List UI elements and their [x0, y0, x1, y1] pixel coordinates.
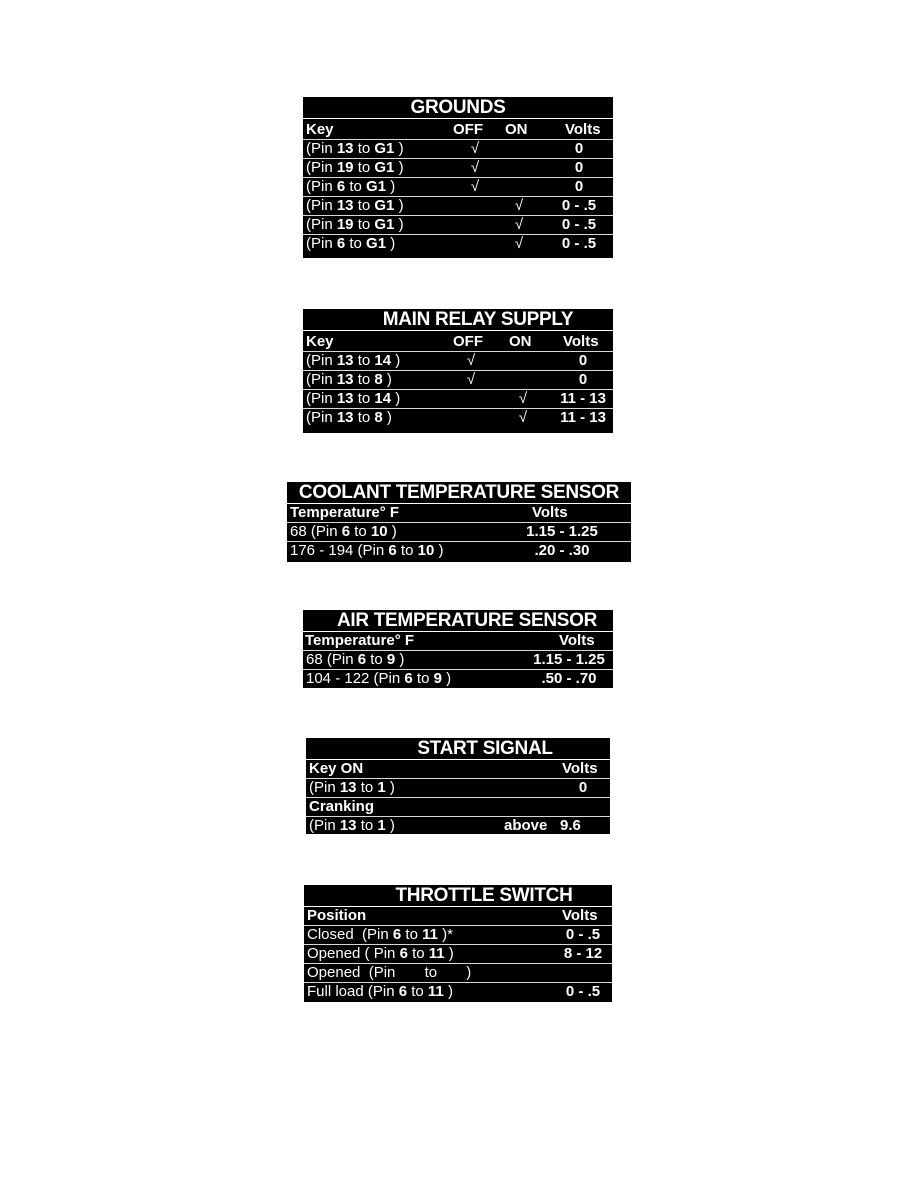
pin-to: to — [353, 197, 375, 214]
key-on-header: Key ON — [309, 760, 364, 777]
pin-to: to — [401, 926, 423, 943]
off-header: OFF — [453, 333, 483, 350]
pin-close: ) — [434, 542, 444, 559]
air-temp-sensor-title: AIR TEMPERATURE SENSOR — [303, 610, 613, 632]
pin-from: 13 — [336, 371, 354, 388]
table-row — [287, 541, 631, 560]
pin-from: 13 — [336, 140, 354, 157]
volts-value: 0 — [578, 779, 588, 796]
table-row — [303, 139, 613, 159]
temperature-value: 68 — [306, 651, 323, 668]
temperature-value: 104 - 122 — [306, 670, 370, 687]
pin-to: to — [407, 945, 429, 962]
table-row — [303, 196, 613, 216]
pin-dest: G1 — [374, 197, 395, 214]
pin-dest: 9 — [386, 651, 396, 668]
temperature-header: Temperature° F — [305, 632, 415, 649]
position-value: Full load — [307, 983, 364, 1000]
volts-header: Volts — [562, 760, 598, 777]
table-row — [287, 522, 631, 542]
on-check: √ — [514, 197, 524, 214]
table-row — [303, 158, 613, 178]
pin-label — [306, 139, 404, 158]
throttle-switch-table — [304, 885, 612, 1002]
volts-value: 1.15 - 1.25 — [533, 651, 605, 668]
pin-prefix: (Pin — [360, 964, 400, 981]
on-header: ON — [509, 333, 532, 350]
off-check: √ — [470, 140, 480, 157]
pin-from: 6 — [392, 926, 402, 943]
table-row — [303, 650, 613, 670]
pin-label — [306, 408, 392, 427]
table-row — [304, 982, 612, 1001]
pin-dest: 11 — [428, 945, 445, 962]
volts-header: Volts — [565, 121, 601, 138]
pin-close: ) — [391, 352, 401, 369]
on-check: √ — [518, 390, 528, 407]
pin-prefix: (Pin — [306, 390, 337, 407]
pin-prefix: (Pin — [306, 216, 337, 233]
pin-dest: 8 — [374, 409, 383, 426]
volts-value: 0 - .5 — [565, 983, 601, 1000]
pin-from: 13 — [336, 197, 354, 214]
pin-prefix: (Pin — [306, 523, 342, 540]
table-row — [303, 408, 613, 427]
position-value: Opened — [307, 945, 361, 962]
table-row — [303, 370, 613, 390]
pin-prefix: (Pin — [322, 651, 358, 668]
cranking-label: Cranking — [309, 798, 375, 815]
pin-close: ) — [443, 983, 453, 1000]
pin-close: ) — [382, 371, 392, 388]
pin-prefix: (Pin — [306, 159, 337, 176]
volts-value: 0 - .5 — [565, 926, 601, 943]
table-row — [303, 351, 613, 371]
pin-close: ) — [391, 390, 401, 407]
pin-label — [306, 370, 392, 389]
start-signal-title: START SIGNAL — [306, 738, 610, 760]
pin-prefix: (Pin — [369, 670, 405, 687]
start-row-cranking — [306, 816, 610, 835]
start-cranking-label-row — [306, 797, 610, 817]
pin-close: ) — [444, 945, 454, 962]
table-row — [304, 944, 612, 964]
grounds-title: GROUNDS — [303, 97, 613, 119]
pin-to: to — [345, 178, 367, 195]
pin-dest: 14 — [374, 390, 392, 407]
pin-dest: G1 — [374, 159, 395, 176]
throttle-header-row — [304, 906, 612, 926]
pin-to: to — [353, 159, 375, 176]
pin-prefix: (Pin — [306, 409, 337, 426]
volts-value: 8 - 12 — [563, 945, 603, 962]
position-header: Position — [307, 907, 367, 924]
pin-dest: 11 — [427, 983, 444, 1000]
pin-close: ) — [394, 159, 404, 176]
coolant-sensor-title: COOLANT TEMPERATURE SENSOR — [287, 482, 631, 504]
pin-to: to — [350, 523, 371, 540]
pin-dest: G1 — [374, 216, 395, 233]
pin-dest: 8 — [374, 371, 383, 388]
main-relay-header-row — [303, 332, 613, 352]
coolant-header-row — [287, 503, 631, 523]
pin-close: ) — [394, 216, 404, 233]
pin-dest: 14 — [374, 352, 392, 369]
air-temp-header-row — [303, 631, 613, 651]
volts-value: 0 - .5 — [561, 216, 597, 233]
pin-close: ) — [395, 651, 405, 668]
pin-prefix: (Pin — [306, 197, 337, 214]
position-value: Opened — [307, 964, 361, 981]
table-row — [304, 925, 612, 945]
on-header: ON — [505, 121, 528, 138]
pin-from: 13 — [336, 409, 354, 426]
pin-label — [306, 669, 451, 688]
table-row — [303, 389, 613, 409]
volts-header: Volts — [532, 504, 568, 521]
off-check: √ — [466, 371, 476, 388]
start-signal-table — [306, 738, 610, 834]
off-check: √ — [470, 159, 480, 176]
temperature-value: 176 - 194 — [290, 542, 354, 559]
pin-from: 19 — [336, 216, 354, 233]
off-check: √ — [470, 178, 480, 195]
pin-label — [306, 234, 395, 253]
volts-value: 11 - 13 — [560, 390, 606, 407]
volts-value: 0 — [574, 140, 584, 157]
pin-close: ) — [394, 197, 404, 214]
pin-from: 6 — [336, 235, 346, 252]
pin-label: (Pin 13 to 1 ) — [309, 817, 395, 834]
pin-prefix: (Pin — [306, 371, 337, 388]
pin-from: 6 — [336, 178, 346, 195]
pin-dest: G1 — [374, 140, 395, 157]
pin-dest: 10 — [370, 523, 388, 540]
volts-header: Volts — [559, 632, 595, 649]
pin-from: 13 — [336, 390, 354, 407]
key-header: Key — [306, 121, 334, 138]
on-check: √ — [514, 216, 524, 233]
table-row — [303, 215, 613, 235]
pin-from: 6 — [357, 651, 367, 668]
pin-label — [306, 196, 404, 215]
pin-prefix: (Pin — [306, 352, 337, 369]
pin-label — [290, 541, 443, 560]
pin-from: 13 — [336, 352, 354, 369]
pin-close: ) — [382, 409, 392, 426]
volts-value: 0 — [574, 178, 584, 195]
pin-close: ) — [441, 964, 472, 981]
pin-label — [306, 215, 404, 234]
pin-prefix: (Pin — [353, 542, 389, 559]
pin-dest: 9 — [433, 670, 442, 687]
table-row — [303, 669, 613, 688]
pin-to: to — [399, 964, 442, 981]
pin-to: to — [353, 140, 375, 157]
table-row — [303, 234, 613, 253]
pin-from: 19 — [336, 159, 354, 176]
air-temp-sensor-table — [303, 610, 613, 688]
temperature-value: 68 — [290, 523, 307, 540]
pin-label — [306, 351, 400, 370]
pin-close: ) — [386, 235, 396, 252]
temperature-header: Temperature° F — [290, 504, 400, 521]
start-header-row — [306, 759, 610, 779]
throttle-switch-title: THROTTLE SWITCH — [304, 885, 612, 907]
pin-dest: 11 — [422, 926, 438, 943]
pin-to: to — [407, 983, 428, 1000]
key-header: Key — [306, 333, 334, 350]
pin-from: 6 — [341, 523, 351, 540]
off-header: OFF — [453, 121, 483, 138]
pin-from: 6 — [398, 983, 408, 1000]
pin-dest: G1 — [366, 178, 387, 195]
pin-to: to — [353, 371, 375, 388]
pin-label — [306, 158, 404, 177]
pin-dest: 10 — [417, 542, 435, 559]
start-row-key-on — [306, 778, 610, 798]
volts-value: 0 - .5 — [561, 197, 597, 214]
volts-value: 11 - 13 — [560, 409, 606, 426]
grounds-header-row — [303, 120, 613, 140]
pin-label — [307, 944, 454, 963]
pin-to: to — [353, 352, 375, 369]
pin-dest: G1 — [366, 235, 387, 252]
pin-to: to — [353, 409, 375, 426]
volts-value: .50 - .70 — [541, 670, 597, 687]
volts-value: 1.15 - 1.25 — [526, 523, 598, 540]
above-label: above — [504, 817, 548, 834]
pin-prefix: ( Pin — [360, 945, 400, 962]
pin-label — [306, 650, 404, 669]
volts-value: 0 - .5 — [561, 235, 597, 252]
pin-from: 6 — [404, 670, 413, 687]
volts-value: .20 - .30 — [534, 542, 590, 559]
pin-to: to — [353, 216, 375, 233]
volts-value: 0 — [578, 352, 588, 369]
off-check: √ — [466, 352, 476, 369]
volts-value: 0 — [578, 371, 588, 388]
pin-prefix: (Pin — [353, 926, 393, 943]
pin-label — [307, 925, 453, 944]
pin-label — [306, 389, 400, 408]
pin-label — [307, 963, 471, 982]
pin-label — [307, 982, 453, 1001]
pin-from: 6 — [388, 542, 397, 559]
main-relay-title: MAIN RELAY SUPPLY — [303, 309, 613, 331]
on-check: √ — [514, 235, 524, 252]
pin-from: 6 — [399, 945, 408, 962]
pin-to: to — [345, 235, 367, 252]
pin-label — [306, 177, 395, 196]
pin-label — [290, 522, 397, 541]
pin-to: to — [366, 651, 387, 668]
table-row — [303, 177, 613, 197]
main-relay-table — [303, 309, 613, 433]
pin-prefix: (Pin — [306, 140, 337, 157]
on-check: √ — [518, 409, 528, 426]
pin-to: to — [396, 542, 418, 559]
pin-label: (Pin 13 to 1 ) — [309, 779, 395, 796]
pin-close: ) — [387, 523, 397, 540]
pin-to: to — [412, 670, 434, 687]
grounds-table — [303, 97, 613, 258]
volts-header: Volts — [563, 333, 599, 350]
volts-value: 9.6 — [560, 817, 581, 834]
position-value: Closed — [307, 926, 354, 943]
pin-close: ) — [394, 140, 404, 157]
pin-close: )* — [437, 926, 453, 943]
coolant-sensor-table — [287, 482, 631, 562]
volts-value: 0 — [574, 159, 584, 176]
table-row — [304, 963, 612, 983]
pin-to: to — [353, 390, 375, 407]
volts-header: Volts — [562, 907, 598, 924]
pin-close: ) — [386, 178, 396, 195]
pin-prefix: (Pin — [363, 983, 399, 1000]
pin-close: ) — [441, 670, 452, 687]
pin-prefix: (Pin — [306, 235, 337, 252]
pin-prefix: (Pin — [306, 178, 337, 195]
